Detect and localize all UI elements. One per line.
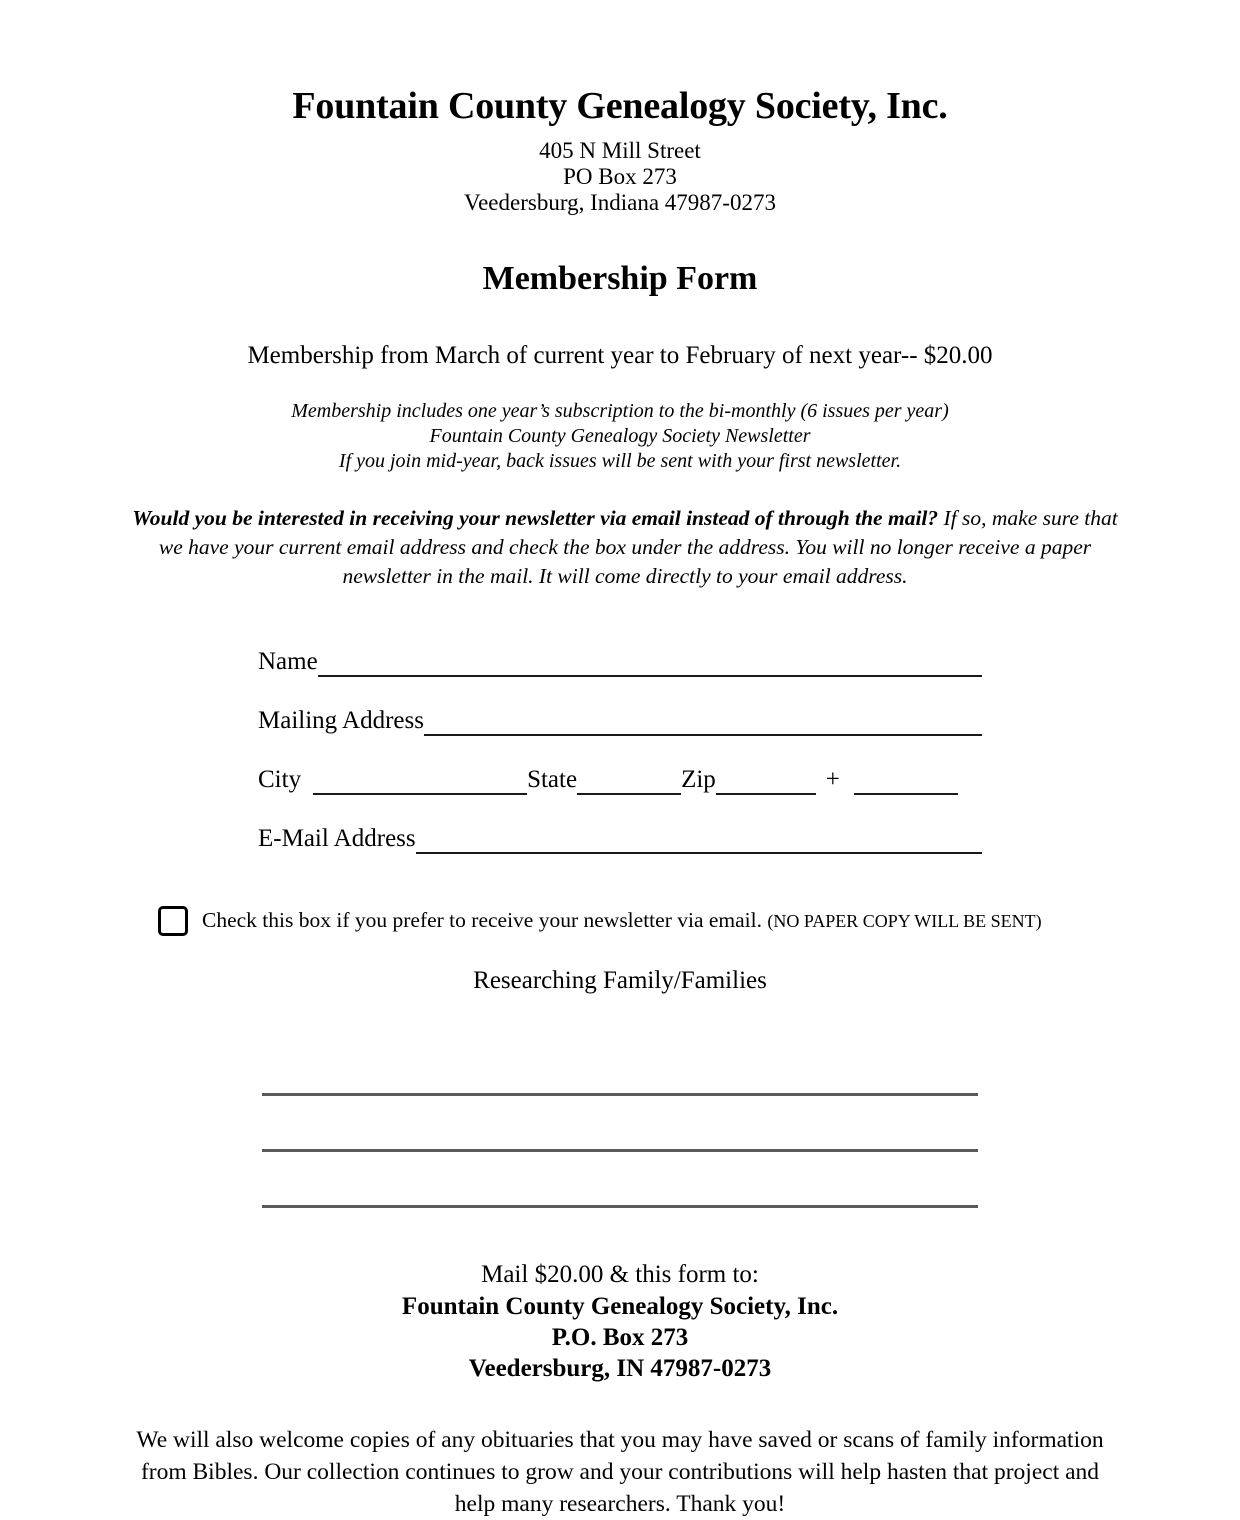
mail-to-address <box>0 1291 1240 1384</box>
researching-line-1[interactable] <box>262 1040 978 1096</box>
state-label: State <box>527 765 578 793</box>
address-line-2: PO Box 273 <box>563 163 677 189</box>
email-preference-checkbox-label <box>188 908 1042 933</box>
city-input[interactable] <box>313 770 527 795</box>
organization-address <box>0 128 1240 216</box>
checkbox-label-text: Check this box if you prefer to receive your newsletter via email. <box>202 908 762 933</box>
city-label: City <box>258 765 302 793</box>
email-label: E-Mail Address <box>258 824 416 852</box>
mailing-address-field-row <box>258 706 982 736</box>
includes-line-3: If you join mid-year, back issues will be sent with your first newsletter. <box>338 449 902 472</box>
address-line-1: 405 N Mill Street <box>539 137 701 163</box>
researching-lines <box>0 996 1240 1208</box>
name-label: Name <box>258 647 318 675</box>
organization-title: Fountain County Genealogy Society, Inc. <box>292 85 948 127</box>
address-line-3: Veedersburg, Indiana 47987-0273 <box>464 189 776 215</box>
zip-input[interactable] <box>716 770 816 795</box>
zip-plus-four-input[interactable] <box>854 770 958 795</box>
researching-line-2[interactable] <box>262 1096 978 1152</box>
state-input[interactable] <box>577 770 681 795</box>
email-question-bold: Would you be interested in receiving your newsletter via email instead of through the mail? <box>132 505 939 530</box>
membership-includes-block <box>0 371 1240 474</box>
footer-note: We will also welcome copies of any obituaries that you may have saved or scans of family information from Bibles. Our collection continues to grow and your contributions will help hasten that project and help many researchers. Thank you! <box>136 1426 1104 1517</box>
city-state-zip-field-row <box>258 765 982 795</box>
email-field-row <box>258 824 982 854</box>
mail-to-line-2: P.O. Box 273 <box>551 1323 689 1351</box>
email-preference-question <box>0 474 1240 591</box>
includes-line-2: Fountain County Genealogy Society Newsletter <box>429 424 811 447</box>
name-field-row <box>258 647 982 677</box>
email-input[interactable] <box>416 829 982 854</box>
mailing-address-label: Mailing Address <box>258 706 424 734</box>
form-title: Membership Form <box>482 259 758 297</box>
researching-heading: Researching Family/Families <box>473 966 767 994</box>
mail-to-block <box>0 1208 1240 1384</box>
mail-to-line-1: Fountain County Genealogy Society, Inc. <box>401 1292 839 1320</box>
form-fields <box>0 591 1240 854</box>
zip-label: Zip <box>681 765 716 793</box>
researching-line-3[interactable] <box>262 1152 978 1208</box>
includes-line-1: Membership includes one year’s subscription to the bi-monthly (6 issues per year) <box>291 399 949 422</box>
mail-to-intro: Mail $20.00 & this form to: <box>481 1260 759 1288</box>
mail-to-line-3: Veedersburg, IN 47987-0273 <box>468 1354 772 1382</box>
mailing-address-input[interactable] <box>424 711 982 736</box>
email-question-rest: If so, make sure that we have your current email address and check the box under the address. You will no longer receive a paper newsletter in the mail. It will come directly to your email address. <box>158 505 1118 588</box>
checkbox-no-paper-note: (NO PAPER COPY WILL BE SENT) <box>767 911 1042 932</box>
zip-plus-label: + <box>825 765 840 793</box>
membership-price-line: Membership from March of current year to February of next year-- $20.00 <box>247 342 993 370</box>
email-preference-checkbox-row[interactable] <box>0 883 1240 936</box>
email-preference-checkbox[interactable] <box>158 906 188 936</box>
name-input[interactable] <box>318 652 982 677</box>
